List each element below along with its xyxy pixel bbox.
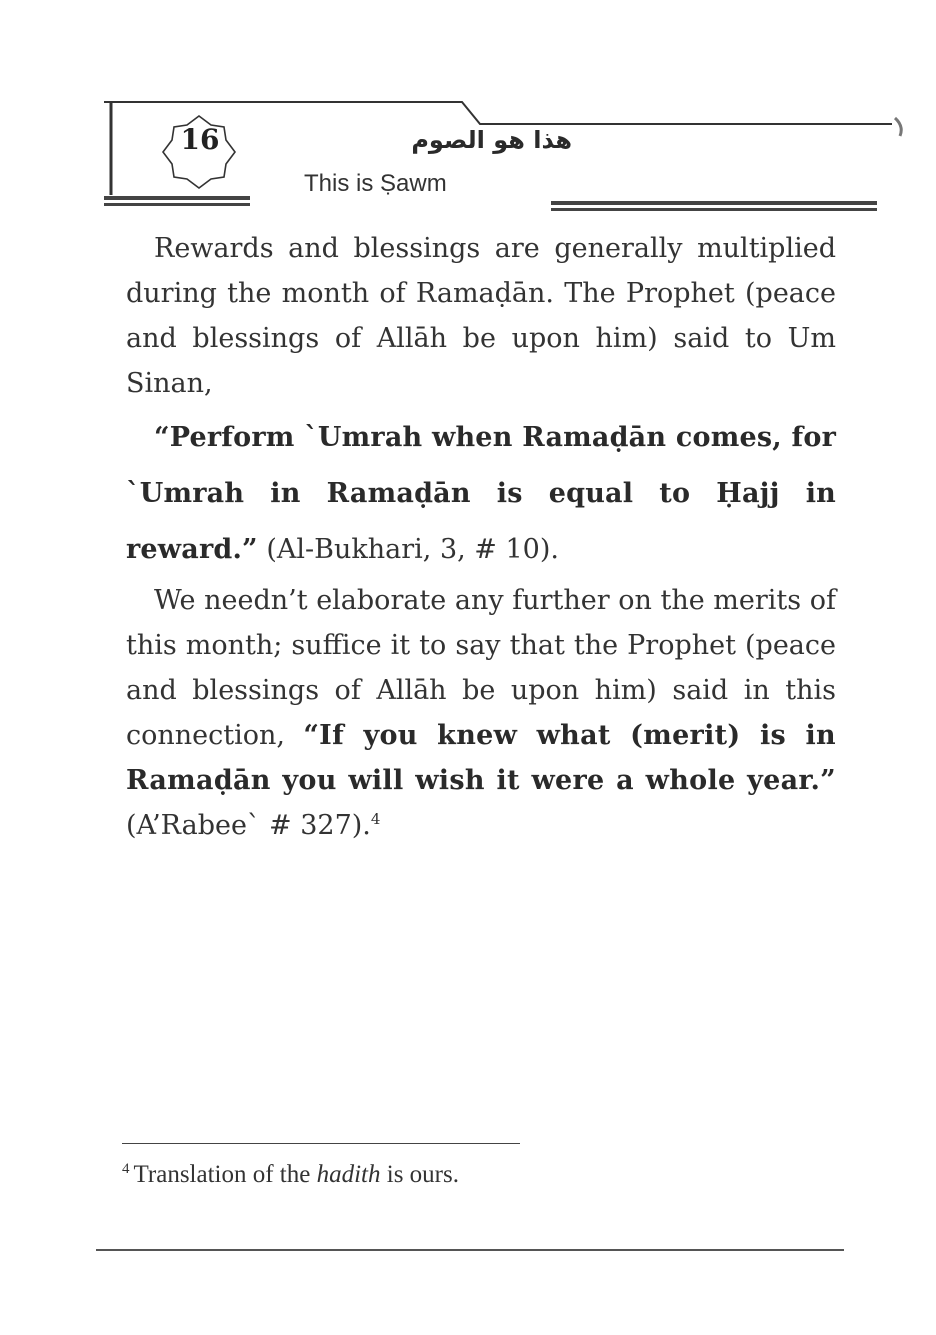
page-bottom-rule	[96, 1249, 844, 1251]
merits-text: We needn’t elaborate any further on the merits of this month; suffice it to say that the Prophet (peace and blessings of Allāh be upon him) said in this connection,	[126, 585, 836, 751]
hadith-quote-umrah: “Perform `Umrah when Ramaḍān comes, for `Umrah in Ramaḍān is equal to Ḥajj in reward.”	[126, 422, 836, 565]
english-title-prefix: This is	[304, 170, 381, 197]
footnote-separator	[122, 1143, 520, 1144]
arabic-running-title: هذا هو الصوم	[411, 126, 572, 154]
footnote-italic-term: hadith	[316, 1161, 381, 1188]
english-title-suffix: awm	[396, 170, 447, 197]
paragraph-merits	[126, 578, 836, 848]
main-text	[126, 226, 836, 848]
paragraph-umrah-hadith	[126, 410, 836, 578]
footnote	[122, 1160, 842, 1190]
footnote-text-before: Translation of the	[133, 1161, 317, 1188]
hadith-citation-arabee: (A’Rabee` # 327).	[126, 810, 371, 841]
hadith-citation-bukhari: (Al-Bukhari, 3, # 10).	[257, 534, 559, 565]
paragraph-rewards: Rewards and blessings are generally multiplied during the month of Ramaḍān. The Prophet (peace and blessings of Allāh be upon him) said to Um Sinan,	[126, 233, 836, 399]
english-title-special-letter: Ṣ	[380, 170, 397, 197]
header-frame	[0, 0, 936, 220]
english-running-title	[304, 172, 447, 196]
footnote-reference: 4	[370, 810, 381, 828]
footnote-text-after: is ours.	[380, 1161, 459, 1188]
footnote-number: 4	[122, 1160, 130, 1177]
page-header	[0, 0, 936, 220]
hadith-quote-whole-year: “If you knew what (merit) is in Ramaḍān you will wish it were a whole year.”	[126, 720, 836, 796]
page-number: 16	[180, 123, 220, 156]
